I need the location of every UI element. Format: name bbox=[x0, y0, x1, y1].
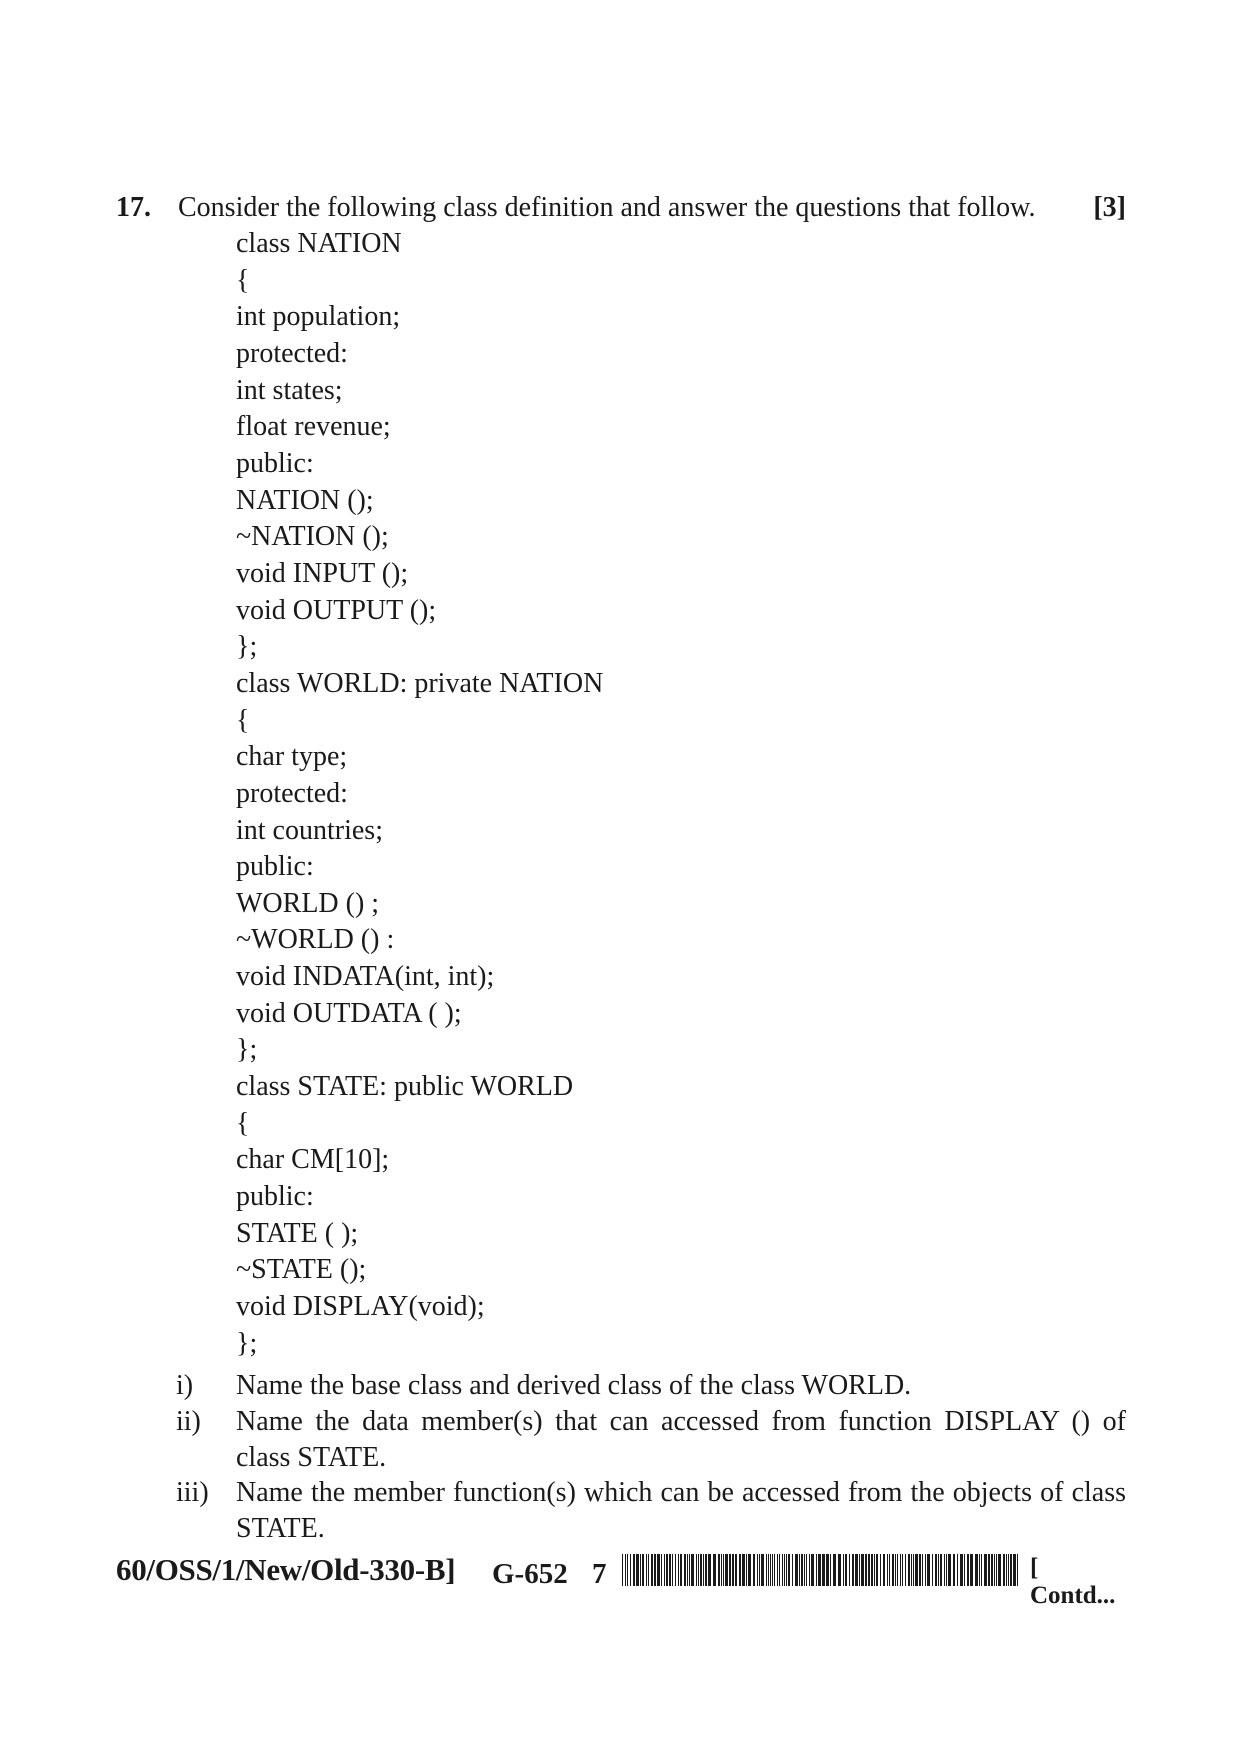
barcode-bar bbox=[725, 1554, 728, 1586]
barcode-bar bbox=[946, 1554, 947, 1586]
barcode-bar bbox=[887, 1554, 888, 1586]
barcode-bar bbox=[868, 1554, 870, 1586]
barcode-bar bbox=[664, 1554, 665, 1586]
barcode-bar bbox=[861, 1554, 864, 1586]
barcode-bar bbox=[770, 1554, 771, 1586]
barcode-bar bbox=[984, 1554, 987, 1586]
code-line: class WORLD: private NATION bbox=[236, 667, 604, 699]
barcode-bar bbox=[1006, 1554, 1007, 1586]
code-line: }; bbox=[236, 1327, 258, 1359]
subquestion-iii bbox=[160, 1475, 1126, 1547]
paper-code: 60/OSS/1/New/Old-330-B] bbox=[116, 1552, 456, 1587]
barcode-bar bbox=[940, 1554, 942, 1586]
barcode-bar bbox=[630, 1554, 631, 1586]
barcode-bar bbox=[838, 1554, 841, 1586]
barcode-bar bbox=[859, 1554, 860, 1586]
code-line: public: bbox=[236, 851, 314, 883]
code-block bbox=[236, 226, 603, 1362]
barcode-bar bbox=[1017, 1554, 1018, 1586]
barcode-bar bbox=[994, 1554, 995, 1586]
subquestion-text: Name the member function(s) which can be accessed from the objects of class STATE. bbox=[236, 1477, 1126, 1544]
barcode-bar bbox=[895, 1554, 896, 1586]
barcode-bar bbox=[902, 1554, 903, 1586]
barcode-bar bbox=[925, 1554, 926, 1586]
barcode-bar bbox=[696, 1554, 697, 1586]
barcode-bar bbox=[938, 1554, 939, 1586]
code-line: }; bbox=[236, 631, 258, 663]
barcode-bar bbox=[784, 1554, 785, 1586]
code-line: void INDATA(int, int); bbox=[236, 961, 495, 993]
barcode-bar bbox=[729, 1554, 731, 1586]
barcode-bar bbox=[746, 1554, 747, 1586]
code-line: ~NATION (); bbox=[236, 521, 389, 553]
code-line: ~STATE (); bbox=[236, 1254, 367, 1286]
code-line: int states; bbox=[236, 374, 343, 406]
code-line: void INPUT (); bbox=[236, 557, 409, 589]
barcode-bar bbox=[625, 1554, 626, 1586]
barcode-bar bbox=[975, 1554, 978, 1586]
barcode-bar bbox=[721, 1554, 722, 1586]
code-line: WORLD () ; bbox=[236, 887, 380, 919]
code-line: public: bbox=[236, 1181, 314, 1213]
code-line: class NATION bbox=[236, 228, 402, 259]
series-code: G-652 bbox=[492, 1558, 568, 1590]
barcode-bar bbox=[967, 1554, 969, 1586]
code-line: void OUTDATA ( ); bbox=[236, 997, 462, 1029]
barcode-bar bbox=[700, 1554, 702, 1586]
barcode-bar bbox=[636, 1554, 639, 1586]
barcode-bar bbox=[806, 1554, 807, 1586]
barcode-bar bbox=[703, 1554, 704, 1586]
barcode-bar bbox=[713, 1554, 716, 1586]
code-line: float revenue; bbox=[236, 411, 391, 443]
barcode-bar bbox=[845, 1554, 847, 1586]
code-line: class STATE: public WORLD bbox=[236, 1071, 574, 1103]
barcode-bar bbox=[981, 1554, 982, 1586]
barcode-bar bbox=[795, 1554, 798, 1586]
barcode-bar bbox=[1003, 1554, 1005, 1586]
barcode-bar bbox=[646, 1554, 647, 1586]
barcode-bar bbox=[818, 1554, 821, 1586]
barcode-bar bbox=[953, 1554, 955, 1586]
barcode-bar bbox=[689, 1554, 690, 1586]
barcode-bar bbox=[811, 1554, 814, 1586]
barcode-bar bbox=[948, 1554, 951, 1586]
code-line: { bbox=[236, 264, 250, 296]
barcode-bar bbox=[654, 1554, 656, 1586]
barcode-bar bbox=[927, 1554, 930, 1586]
code-line: int population; bbox=[236, 301, 401, 333]
barcode-bar bbox=[871, 1554, 873, 1586]
barcode-bar bbox=[852, 1554, 854, 1586]
barcode-bar bbox=[698, 1554, 699, 1586]
barcode-bar bbox=[876, 1554, 878, 1586]
barcode-bar bbox=[998, 1554, 1001, 1586]
barcode-bar bbox=[705, 1554, 707, 1586]
barcode-bar bbox=[883, 1554, 885, 1586]
barcode-bar bbox=[915, 1554, 918, 1586]
question-marks: [3] bbox=[1093, 192, 1126, 223]
barcode-bar bbox=[739, 1554, 741, 1586]
question-heading bbox=[116, 190, 1126, 226]
barcode-bar bbox=[788, 1554, 790, 1586]
question-text: Consider the following class definition and answer the questions that follow. bbox=[178, 192, 1036, 223]
barcode bbox=[622, 1554, 1018, 1586]
barcode-bar bbox=[900, 1554, 901, 1586]
barcode-bar bbox=[651, 1554, 653, 1586]
barcode-bar bbox=[640, 1554, 641, 1586]
barcode-bar bbox=[759, 1554, 760, 1586]
barcode-bar bbox=[849, 1554, 850, 1586]
subquestion-number: iii) bbox=[176, 1477, 209, 1508]
barcode-bar bbox=[622, 1554, 623, 1586]
barcode-bar bbox=[988, 1554, 990, 1586]
barcode-bar bbox=[753, 1554, 755, 1586]
barcode-bar bbox=[816, 1554, 817, 1586]
barcode-bar bbox=[809, 1554, 810, 1586]
barcode-bar bbox=[718, 1554, 720, 1586]
subquestion-number: ii) bbox=[176, 1406, 201, 1437]
barcode-bar bbox=[911, 1554, 912, 1586]
barcode-bar bbox=[757, 1554, 758, 1586]
subquestion-i bbox=[160, 1368, 1126, 1404]
barcode-bar bbox=[748, 1554, 751, 1586]
barcode-bar bbox=[905, 1554, 906, 1586]
barcode-bar bbox=[991, 1554, 993, 1586]
barcode-bar bbox=[919, 1554, 921, 1586]
barcode-bar bbox=[935, 1554, 937, 1586]
subquestion-ii bbox=[160, 1404, 1126, 1476]
barcode-bar bbox=[1013, 1554, 1016, 1586]
barcode-bar bbox=[680, 1554, 682, 1586]
barcode-bar bbox=[1010, 1554, 1012, 1586]
barcode-bar bbox=[792, 1554, 793, 1586]
barcode-bar bbox=[830, 1554, 831, 1586]
code-line: { bbox=[236, 704, 250, 736]
barcode-bar bbox=[666, 1554, 668, 1586]
barcode-bar bbox=[944, 1554, 945, 1586]
barcode-bar bbox=[633, 1554, 635, 1586]
code-line: public: bbox=[236, 447, 314, 479]
barcode-bar bbox=[874, 1554, 875, 1586]
barcode-bar bbox=[979, 1554, 980, 1586]
barcode-bar bbox=[648, 1554, 649, 1586]
continued-label: [ Contd... bbox=[1030, 1554, 1116, 1609]
barcode-bar bbox=[774, 1554, 775, 1586]
barcode-bar bbox=[768, 1554, 769, 1586]
subquestion-number: i) bbox=[176, 1370, 194, 1401]
barcode-bar bbox=[880, 1554, 881, 1586]
code-line: protected: bbox=[236, 777, 348, 809]
code-line: protected: bbox=[236, 337, 348, 369]
barcode-bar bbox=[627, 1554, 628, 1586]
code-line: int countries; bbox=[236, 814, 383, 846]
barcode-bar bbox=[761, 1554, 764, 1586]
barcode-bar bbox=[964, 1554, 965, 1586]
barcode-bar bbox=[657, 1554, 660, 1586]
barcode-bar bbox=[675, 1554, 676, 1586]
barcode-bar bbox=[661, 1554, 662, 1586]
question-number: 17. bbox=[116, 192, 151, 223]
barcode-bar bbox=[960, 1554, 963, 1586]
barcode-bar bbox=[678, 1554, 679, 1586]
barcode-bar bbox=[897, 1554, 898, 1586]
barcode-bar bbox=[742, 1554, 745, 1586]
barcode-bar bbox=[766, 1554, 767, 1586]
code-line: NATION (); bbox=[236, 484, 374, 516]
code-line: void OUTPUT (); bbox=[236, 594, 437, 626]
barcode-bar bbox=[772, 1554, 773, 1586]
page-footer bbox=[116, 1548, 1126, 1609]
barcode-bar bbox=[865, 1554, 867, 1586]
barcode-bar bbox=[804, 1554, 805, 1586]
subquestion-text: Name the base class and derived class of the class WORLD. bbox=[236, 1370, 912, 1401]
barcode-bar bbox=[1008, 1554, 1009, 1586]
code-line: char CM[10]; bbox=[236, 1144, 390, 1176]
barcode-bar bbox=[735, 1554, 737, 1586]
barcode-bar bbox=[855, 1554, 858, 1586]
barcode-bar bbox=[922, 1554, 923, 1586]
barcode-bar bbox=[782, 1554, 783, 1586]
barcode-bar bbox=[687, 1554, 688, 1586]
code-line: void DISPLAY(void); bbox=[236, 1291, 485, 1323]
barcode-bar bbox=[843, 1554, 844, 1586]
barcode-bar bbox=[889, 1554, 890, 1586]
barcode-bar bbox=[996, 1554, 997, 1586]
barcode-bar bbox=[908, 1554, 910, 1586]
barcode-bar bbox=[801, 1554, 803, 1586]
barcode-bar bbox=[691, 1554, 694, 1586]
barcode-bar bbox=[642, 1554, 644, 1586]
barcode-bar bbox=[786, 1554, 787, 1586]
barcode-bar bbox=[669, 1554, 671, 1586]
barcode-bar bbox=[892, 1554, 894, 1586]
barcode-bar bbox=[723, 1554, 724, 1586]
code-line: { bbox=[236, 1107, 250, 1139]
code-line: ~WORLD () : bbox=[236, 924, 395, 956]
barcode-bar bbox=[799, 1554, 800, 1586]
code-line: STATE ( ); bbox=[236, 1217, 359, 1249]
page-number: 7 bbox=[592, 1558, 607, 1590]
code-line: }; bbox=[236, 1034, 258, 1066]
barcode-bar bbox=[708, 1554, 711, 1586]
barcode-bar bbox=[970, 1554, 973, 1586]
barcode-bar bbox=[913, 1554, 914, 1586]
barcode-bar bbox=[822, 1554, 825, 1586]
code-line: char type; bbox=[236, 741, 348, 773]
barcode-bar bbox=[779, 1554, 780, 1586]
barcode-bar bbox=[957, 1554, 958, 1586]
barcode-bar bbox=[932, 1554, 933, 1586]
barcode-bar bbox=[777, 1554, 778, 1586]
barcode-bar bbox=[833, 1554, 836, 1586]
barcode-bar bbox=[672, 1554, 673, 1586]
barcode-bar bbox=[732, 1554, 734, 1586]
barcode-bar bbox=[826, 1554, 829, 1586]
barcode-bar bbox=[684, 1554, 686, 1586]
subquestion-text: Name the data member(s) that can accessed from function DISPLAY () of class STATE. bbox=[236, 1406, 1126, 1473]
